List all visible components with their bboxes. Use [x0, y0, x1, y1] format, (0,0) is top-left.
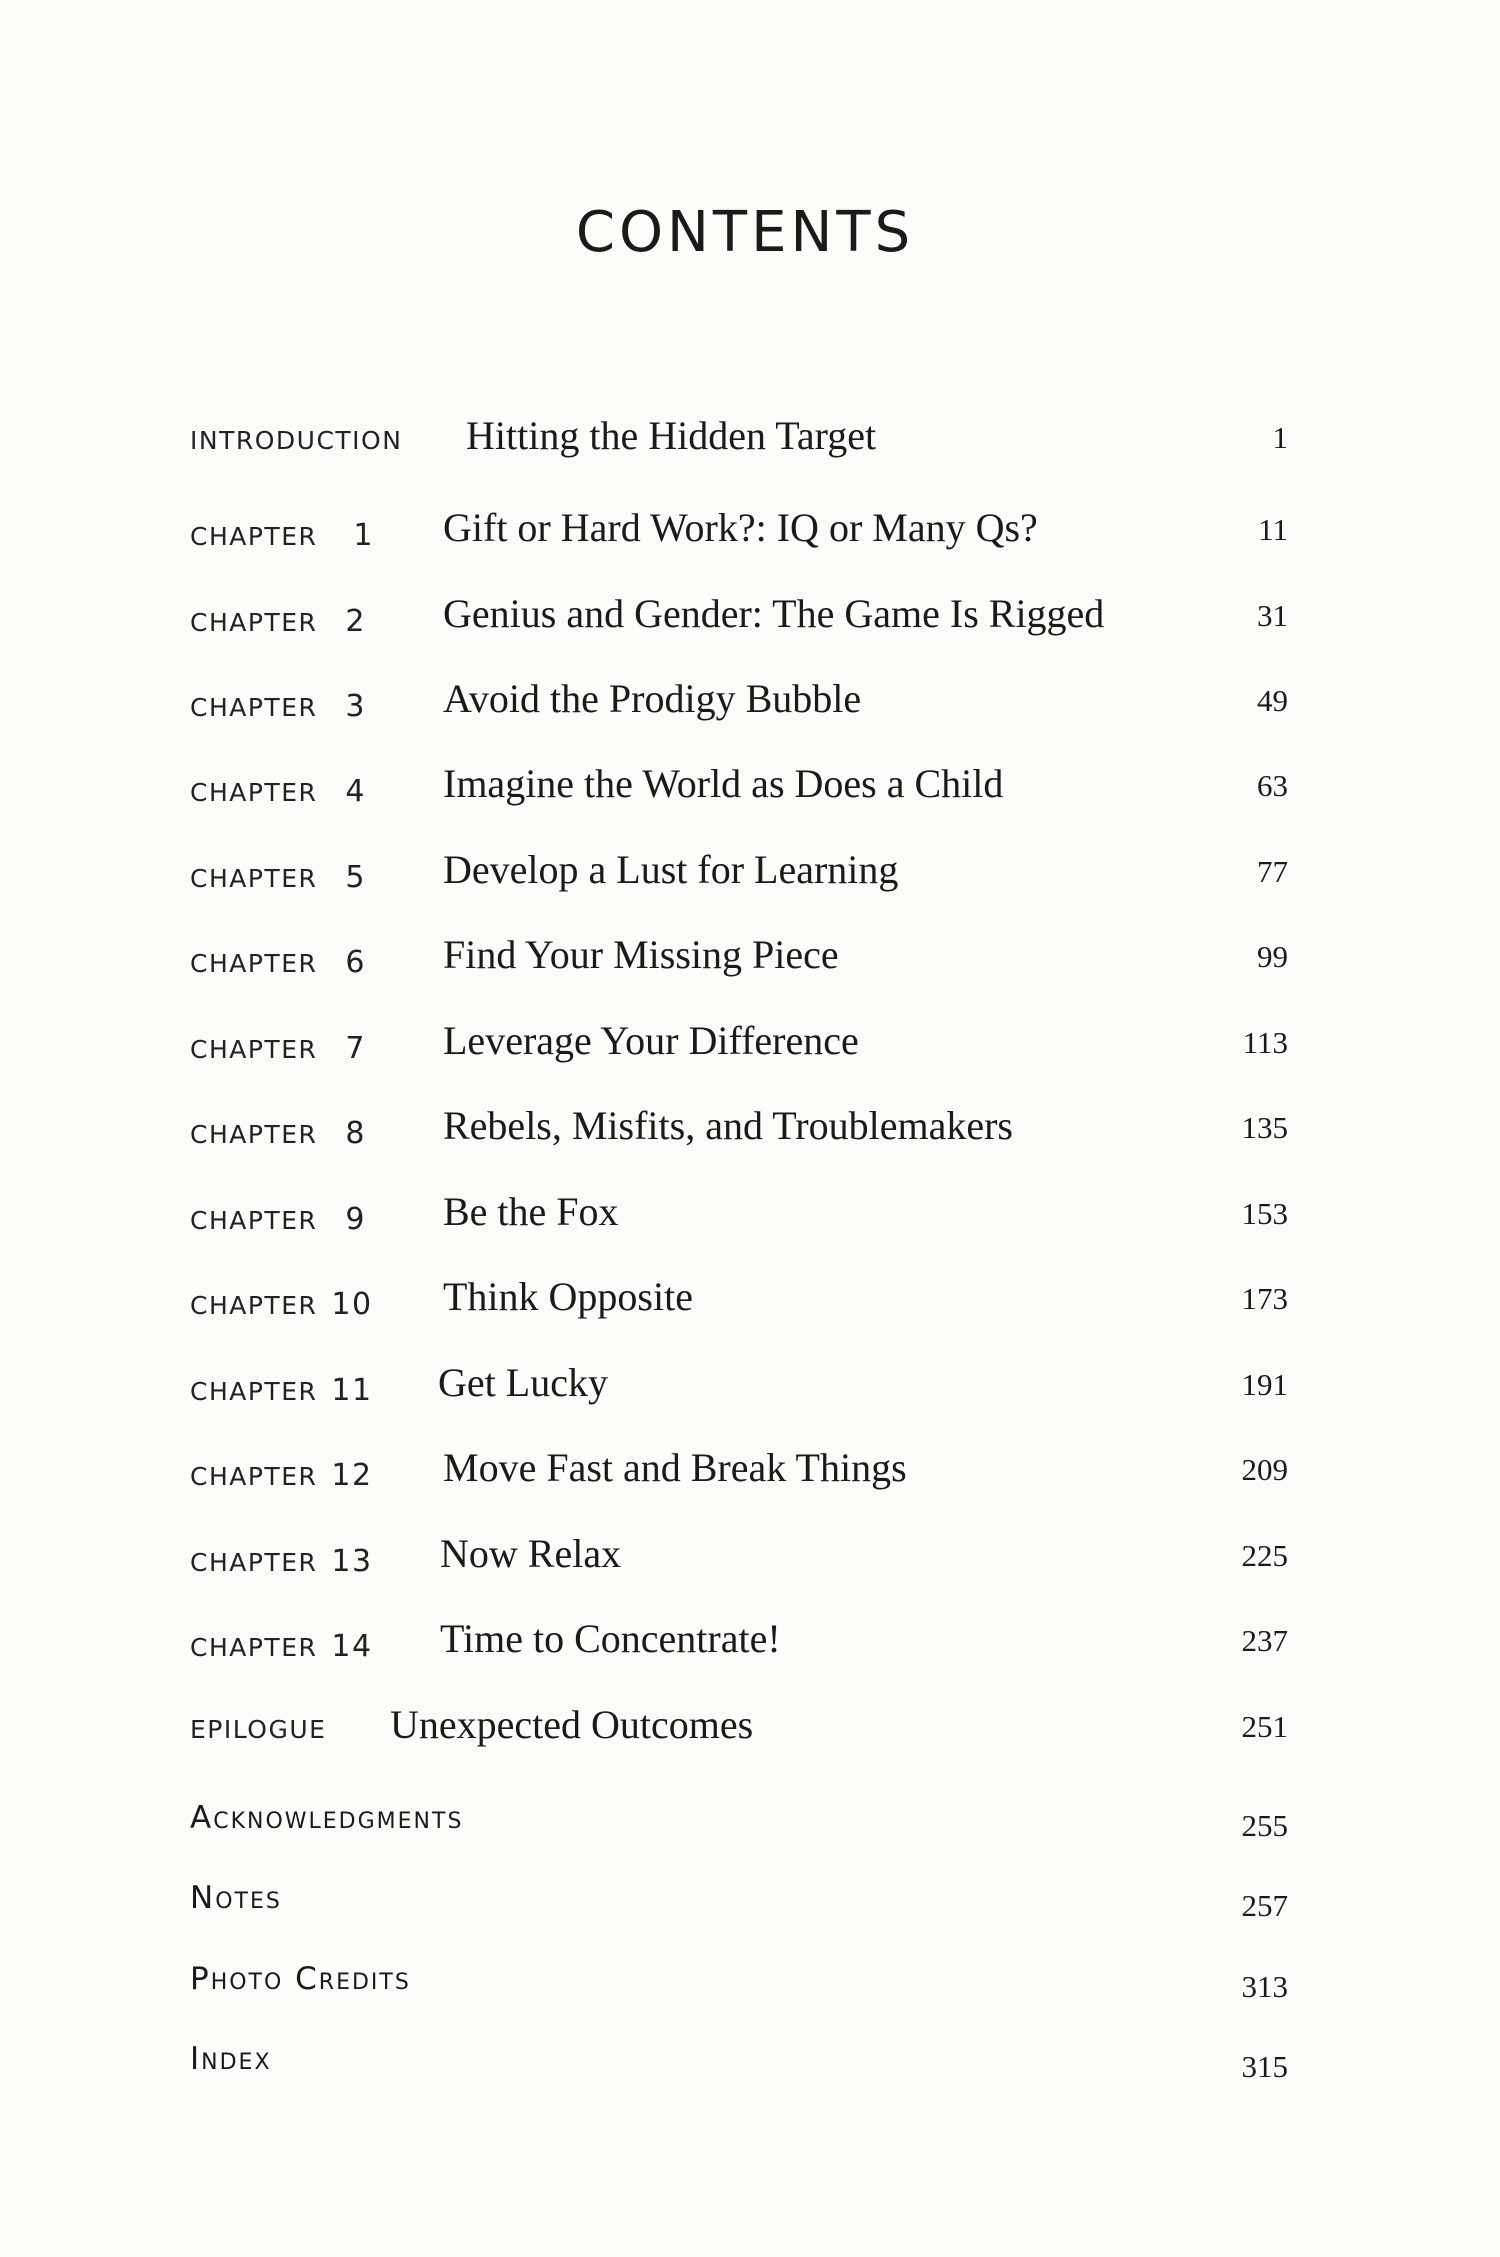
toc-entry-chapter-1[interactable] [0, 504, 1500, 564]
back-matter-title: Notes [190, 1880, 282, 1916]
entry-title: Genius and Gender: The Game Is Rigged [443, 591, 1105, 636]
entry-label: CHAPTER 6 [190, 945, 366, 980]
entry-label: EPILOGUE [190, 1715, 327, 1744]
entry-page: 99 [1257, 939, 1288, 974]
toc-entry-chapter-10[interactable] [0, 1273, 1500, 1333]
entry-label: CHAPTER 14 [190, 1629, 373, 1664]
entry-label: CHAPTER 10 [190, 1287, 373, 1322]
toc-entry-chapter-11[interactable] [0, 1359, 1500, 1419]
entry-label: CHAPTER 2 [190, 604, 366, 639]
entry-page: 255 [1241, 1808, 1288, 1843]
entry-label: CHAPTER 7 [190, 1031, 366, 1066]
entry-page: 209 [1241, 1452, 1288, 1487]
page-title: CONTENTS [575, 200, 915, 265]
toc-entry-chapter-13[interactable] [0, 1530, 1500, 1590]
back-matter-title: Photo Credits [190, 1961, 411, 1997]
entry-page: 153 [1241, 1196, 1288, 1231]
entry-label: CHAPTER 3 [190, 689, 366, 724]
entry-label: CHAPTER 9 [190, 1202, 366, 1237]
entry-page: 31 [1257, 598, 1288, 633]
entry-title: Now Relax [440, 1531, 622, 1576]
entry-page: 225 [1241, 1538, 1288, 1573]
entry-label: CHAPTER 5 [190, 860, 366, 895]
entry-title: Leverage Your Difference [443, 1018, 859, 1063]
toc-entry-chapter-12[interactable] [0, 1444, 1500, 1504]
back-matter-title: Acknowledgments [190, 1800, 464, 1836]
toc-entry-index[interactable] [0, 2041, 1500, 2101]
entry-page: 63 [1257, 768, 1288, 803]
entry-page: 1 [1272, 420, 1288, 455]
entry-title: Get Lucky [438, 1360, 608, 1405]
entry-page: 113 [1242, 1025, 1288, 1060]
toc-entry-chapter-2[interactable] [0, 590, 1500, 650]
entry-label: CHAPTER 1 [190, 518, 374, 553]
toc-entry-introduction[interactable] [0, 412, 1500, 472]
toc-entry-photo-credits[interactable] [0, 1961, 1500, 2021]
entry-label: CHAPTER 12 [190, 1458, 373, 1493]
entry-title: Move Fast and Break Things [443, 1445, 907, 1490]
toc-entry-chapter-7[interactable] [0, 1017, 1500, 1077]
entry-page: 135 [1241, 1110, 1288, 1145]
entry-page: 237 [1241, 1623, 1288, 1658]
entry-label: INTRODUCTION [190, 426, 403, 455]
toc-entry-chapter-14[interactable] [0, 1615, 1500, 1675]
entry-page: 77 [1257, 854, 1288, 889]
toc-entry-chapter-3[interactable] [0, 675, 1500, 735]
entry-title: Rebels, Misfits, and Troublemakers [443, 1103, 1013, 1148]
entry-title: Think Opposite [443, 1274, 693, 1319]
entry-title: Be the Fox [443, 1189, 619, 1234]
entry-label: CHAPTER 8 [190, 1116, 366, 1151]
entry-page: 257 [1241, 1888, 1288, 1923]
toc-entry-chapter-5[interactable] [0, 846, 1500, 906]
entry-title: Imagine the World as Does a Child [443, 761, 1004, 806]
toc-entry-chapter-4[interactable] [0, 760, 1500, 820]
toc-entry-chapter-6[interactable] [0, 931, 1500, 991]
entry-page: 313 [1241, 1969, 1288, 2004]
back-matter-title: Index [190, 2041, 272, 2077]
entry-title: Time to Concentrate! [440, 1616, 781, 1661]
entry-page: 11 [1258, 512, 1288, 547]
toc-entry-chapter-8[interactable] [0, 1102, 1500, 1162]
entry-page: 191 [1241, 1367, 1288, 1402]
entry-label: CHAPTER 4 [190, 774, 366, 809]
entry-label: CHAPTER 11 [190, 1373, 373, 1408]
entry-title: Unexpected Outcomes [390, 1702, 754, 1747]
entry-page: 251 [1241, 1709, 1288, 1744]
toc-entry-acknowledgments[interactable] [0, 1800, 1500, 1860]
entry-title: Develop a Lust for Learning [443, 847, 899, 892]
entry-page: 49 [1257, 683, 1288, 718]
entry-page: 315 [1241, 2049, 1288, 2084]
toc-entry-notes[interactable] [0, 1880, 1500, 1940]
toc-entry-epilogue[interactable] [0, 1701, 1500, 1761]
entry-title: Find Your Missing Piece [443, 932, 839, 977]
toc-entry-chapter-9[interactable] [0, 1188, 1500, 1248]
entry-title: Hitting the Hidden Target [466, 413, 877, 458]
entry-title: Avoid the Prodigy Bubble [443, 676, 862, 721]
entry-title: Gift or Hard Work?: IQ or Many Qs? [443, 505, 1038, 550]
entry-page: 173 [1241, 1281, 1288, 1316]
entry-label: CHAPTER 13 [190, 1544, 373, 1579]
